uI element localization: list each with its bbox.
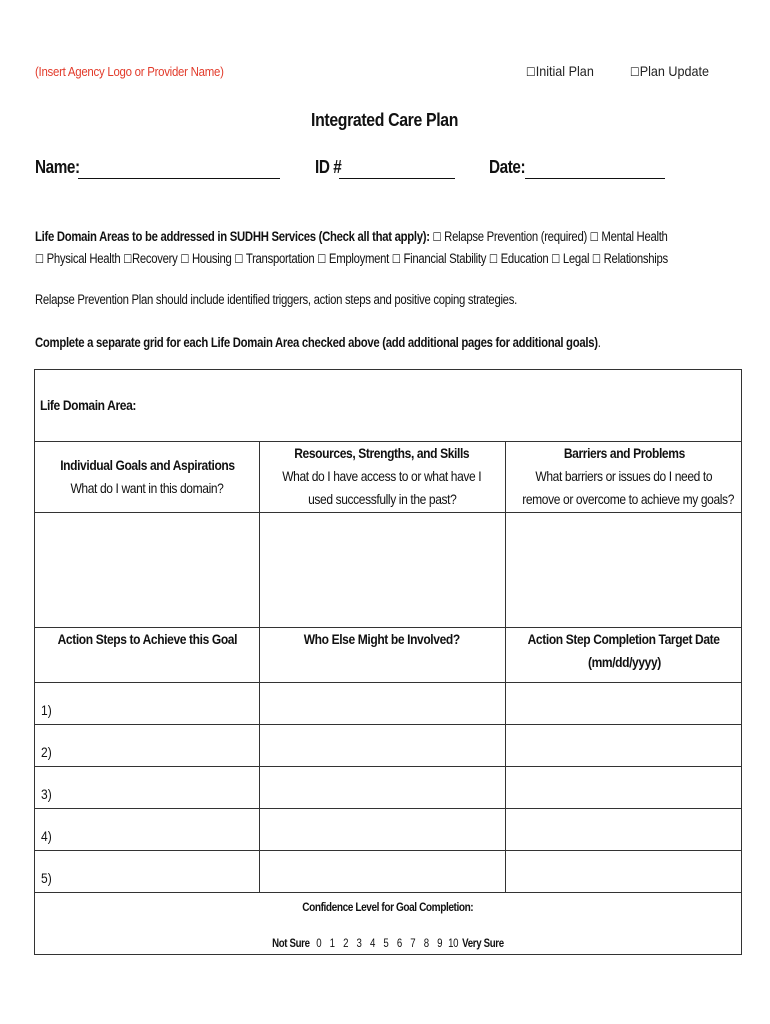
resources-answer-cell[interactable] xyxy=(260,513,505,627)
life-domain-checklist-line-2 xyxy=(35,248,770,270)
scale-value[interactable]: 7 xyxy=(410,938,416,950)
initial-plan-option[interactable] xyxy=(526,63,601,79)
transportation-option: Transportation xyxy=(245,251,315,266)
legal-option: Legal xyxy=(562,251,590,266)
scale-high-label: Very Sure xyxy=(462,938,504,950)
employment-option: Employment xyxy=(328,251,390,266)
life-domain-area-label: Life Domain Area: xyxy=(40,397,137,413)
scale-value[interactable]: 0 xyxy=(316,938,322,950)
individual-goals-header: Individual Goals and Aspirations What do I want in this domain? xyxy=(59,457,235,496)
grid-instructions: Complete a separate grid for each Life Domain Area checked above (add additional pages for additional goals). xyxy=(35,335,601,350)
scale-value[interactable]: 1 xyxy=(329,938,335,950)
physical-health-checkbox-icon[interactable]: ☐ xyxy=(35,252,44,266)
plan-update-checkbox-icon[interactable]: ☐ xyxy=(630,65,640,79)
barriers-answer-cell[interactable] xyxy=(506,513,743,627)
housing-option: Housing xyxy=(192,251,232,266)
who-else-header: Who Else Might be Involved? xyxy=(303,631,461,647)
relationships-option: Relationships xyxy=(603,251,668,266)
step-number-5: 5) xyxy=(41,870,52,886)
scale-value[interactable]: 3 xyxy=(356,938,362,950)
scale-value[interactable]: 6 xyxy=(396,938,402,950)
confidence-scale xyxy=(35,938,741,950)
scale-value[interactable]: 4 xyxy=(370,938,376,950)
goals-answer-cell[interactable] xyxy=(35,513,259,627)
agency-logo-placeholder: (Insert Agency Logo or Provider Name) xyxy=(35,64,224,79)
initial-plan-label: Initial Plan xyxy=(535,63,594,79)
scale-value[interactable]: 8 xyxy=(423,938,429,950)
housing-checkbox-icon[interactable]: ☐ xyxy=(180,252,190,266)
goal-grid xyxy=(34,369,742,955)
financial-stability-checkbox-icon[interactable]: ☐ xyxy=(391,252,401,266)
resources-header: Resources, Strengths, and Skills What do I have access to or what have I used successfully in the past? xyxy=(282,445,482,507)
scale-value[interactable]: 2 xyxy=(343,938,349,950)
plan-update-option[interactable] xyxy=(630,63,718,79)
plan-update-label: Plan Update xyxy=(639,63,710,79)
mental-health-option: Mental Health xyxy=(601,229,668,244)
legal-checkbox-icon[interactable]: ☐ xyxy=(551,252,561,266)
recovery-checkbox-icon[interactable]: ☐ xyxy=(123,252,132,266)
relapse-note: Relapse Prevention Plan should include identified triggers, action steps and positive coping strategies. xyxy=(35,292,517,307)
initial-plan-checkbox-icon[interactable]: ☐ xyxy=(526,65,536,79)
recovery-option: Recovery xyxy=(131,251,178,266)
scale-value[interactable]: 5 xyxy=(383,938,389,950)
relationships-checkbox-icon[interactable]: ☐ xyxy=(592,252,601,266)
relapse-prevention-option: Relapse Prevention (required) xyxy=(444,229,587,244)
id-label: ID # xyxy=(315,157,342,177)
scale-value[interactable]: 10 xyxy=(448,938,459,950)
life-domain-intro: Life Domain Areas to be addressed in SUDHH Services (Check all that apply): xyxy=(35,229,430,244)
scale-value[interactable]: 9 xyxy=(437,938,443,950)
relapse-prevention-checkbox-icon[interactable]: ☐ xyxy=(432,230,442,244)
scale-low-label: Not Sure xyxy=(272,938,310,950)
education-checkbox-icon[interactable]: ☐ xyxy=(489,252,498,266)
id-input-line[interactable] xyxy=(339,160,455,179)
action-steps-header: Action Steps to Achieve this Goal xyxy=(57,631,237,647)
transportation-checkbox-icon[interactable]: ☐ xyxy=(234,252,244,266)
target-date-header: Action Step Completion Target Date (mm/dd/yyyy) xyxy=(528,631,720,670)
physical-health-option: Physical Health xyxy=(46,251,121,266)
confidence-level-label: Confidence Level for Goal Completion: xyxy=(302,900,474,914)
page-title: Integrated Care Plan xyxy=(311,110,459,130)
mental-health-checkbox-icon[interactable]: ☐ xyxy=(589,230,599,244)
step-number-3: 3) xyxy=(41,786,52,802)
name-label: Name: xyxy=(35,157,80,177)
step-number-2: 2) xyxy=(41,744,52,760)
life-domain-checklist xyxy=(35,226,770,248)
date-label: Date: xyxy=(489,157,526,177)
date-input-line[interactable] xyxy=(525,160,665,179)
education-option: Education xyxy=(500,251,549,266)
step-number-1: 1) xyxy=(41,702,52,718)
employment-checkbox-icon[interactable]: ☐ xyxy=(317,252,327,266)
step-number-4: 4) xyxy=(41,828,52,844)
barriers-header: Barriers and Problems What barriers or issues do I need to remove or overcome to achieve my goals? xyxy=(522,445,735,507)
financial-stability-option: Financial Stability xyxy=(403,251,487,266)
name-input-line[interactable] xyxy=(78,160,280,179)
